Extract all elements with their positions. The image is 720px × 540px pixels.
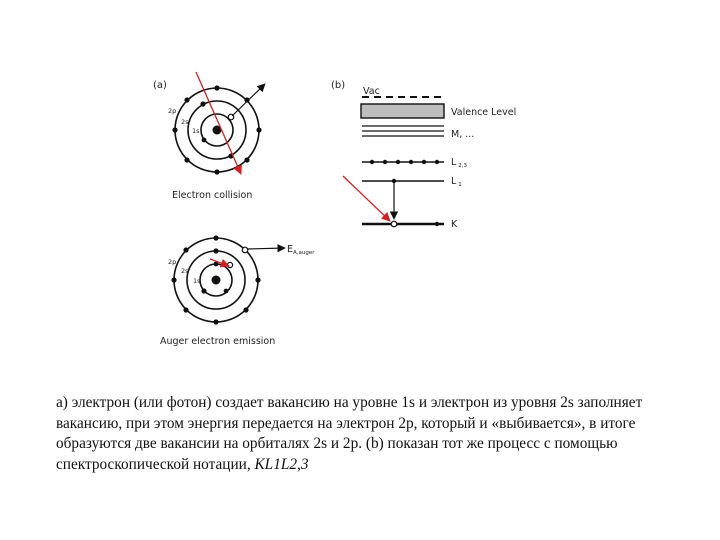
m-level-label: M, ...: [451, 129, 475, 140]
shell-label-2s: 2s: [181, 118, 189, 126]
shell-label-2s: 2s: [181, 267, 189, 275]
atom-auger: [171, 235, 285, 324]
shell-label-1s: 1s: [193, 277, 201, 285]
electron: [224, 289, 229, 294]
panel-a-label: (a): [153, 80, 167, 91]
electron: [383, 160, 387, 164]
valence-level-label: Valence Level: [451, 107, 517, 118]
electron: [435, 222, 439, 226]
l1-label: L $_1$: [451, 176, 462, 188]
k-level-label: K: [451, 219, 458, 230]
panel-b-label: (b): [331, 80, 346, 91]
figure-caption: [56, 393, 666, 475]
caption-notation: KL1L2,3: [254, 455, 309, 473]
electron: [256, 127, 261, 132]
electron: [200, 101, 205, 106]
electron: [422, 160, 426, 164]
electron: [392, 179, 396, 183]
electron: [214, 85, 219, 90]
electron: [243, 307, 248, 312]
electron: [213, 235, 218, 240]
k-level: [362, 221, 444, 227]
electron: [183, 247, 188, 252]
l23-level: [362, 160, 444, 164]
vacancy-2s: [227, 262, 232, 267]
electron: [172, 127, 177, 132]
electron: [213, 319, 218, 324]
electron: [255, 277, 260, 282]
l1-level: [362, 179, 444, 183]
valence-band: [361, 104, 444, 118]
caption-electron-collision: Electron collision: [172, 190, 253, 201]
auger-energy-label: $E_{A,auger}$: [287, 244, 315, 256]
electron: [171, 277, 176, 282]
l23-label: L $_{2,3}$: [451, 157, 468, 169]
electron: [409, 160, 413, 164]
auger-electron-arrow: [247, 248, 285, 249]
electron: [184, 157, 189, 162]
shell-label-2p: 2p: [168, 258, 177, 266]
caption-auger-emission: Auger electron emission: [160, 336, 276, 347]
electron: [184, 97, 189, 102]
m-levels: [362, 126, 444, 136]
incoming-electron-arrow: [343, 176, 390, 221]
electron: [183, 307, 188, 312]
ejected-electron-arrow: [232, 84, 265, 116]
electron: [202, 138, 207, 143]
electron: [435, 160, 439, 164]
electron: [244, 157, 249, 162]
electron: [214, 169, 219, 174]
electron: [201, 288, 206, 293]
nucleus: [212, 276, 221, 285]
vac-label: Vac: [363, 86, 380, 97]
shell-label-2p: 2p: [168, 107, 177, 115]
vacancy-2p: [242, 247, 248, 253]
vacancy-k: [391, 221, 397, 227]
shell-label-1s: 1s: [192, 127, 200, 135]
electron: [396, 160, 400, 164]
electron: [370, 160, 374, 164]
caption-text: а) электрон (или фотон) создает вакансию на уровне 1s и электрон из уровня 2s заполняет вакансию, при этом энергия передается на электрон 2p, который и «выбивается», в итоге образуются две вакансии на орбиталях 2s и 2p. (b) показан тот же процесс с помощью спектроскопической нотации,: [56, 394, 643, 473]
electron: [213, 248, 218, 253]
